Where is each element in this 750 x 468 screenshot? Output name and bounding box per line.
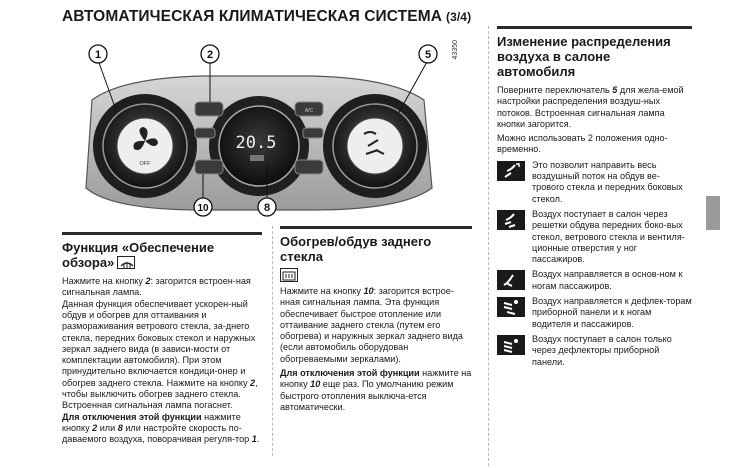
page-number: (3/4) <box>446 10 472 24</box>
chapter-tab <box>706 196 720 230</box>
svg-text:10: 10 <box>197 203 209 214</box>
button-recirc <box>295 160 323 174</box>
section-heading: Функция «Обеспечение обзора» <box>62 240 215 270</box>
svg-text:OFF: OFF <box>139 161 151 167</box>
paragraph: Для отключения этой функции нажмите на кнопку 10 еще раз. По умолчанию режим быстрого отопления выключа-ется автоматически. <box>280 368 472 412</box>
paragraph: Данная функция обеспечивает ускорен-ный обдув и обогрев для оттаивания и размораживания ветрового стекла, за-днего стекла, передних боковых стекол и наружных зеркал заднего вида (в зависи-мости от комплектации автомобиля). При этом принудительно включается кондици-онер и обогрев заднего стекла. Нажмите на кнопку 2, чтобы выключить обогрев заднего стекла. Встроенная сигнальная лампа погаснет. <box>62 298 258 411</box>
defrost-max-icon <box>117 256 135 269</box>
fan-speed-knob <box>93 94 197 198</box>
svg-text:8: 8 <box>263 202 271 214</box>
paragraph: Можно использовать 2 положения одно-временно. <box>497 133 668 155</box>
section-rule <box>280 226 472 229</box>
temperature-display <box>209 96 309 196</box>
svg-text:A/C: A/C <box>304 108 314 114</box>
list-item: Воздух поступает в салон через решетки обдува передних боко-вых стекол, ветрового стекла и вентиля-ционные отверстия у ног пассажиров. <box>497 209 692 265</box>
column-divider <box>272 226 273 456</box>
button-10 <box>195 160 223 174</box>
paragraph: Для отключения этой функции нажмите кнопку 2 или 8 или настройте скорость по-даваемого воздуха, поворачивая регуля-тор 1. <box>62 411 260 445</box>
list-item: Воздух направляется к дефлек-торам приборной панели и к ногам водителя и пассажиров. <box>497 296 692 330</box>
section-visibility-function <box>62 232 262 446</box>
section-air-distribution <box>497 26 692 368</box>
page-title: АВТОМАТИЧЕСКАЯ КЛИМАТИЧЕСКАЯ СИСТЕМА (3/4) <box>62 8 472 25</box>
rear-defrost-icon <box>280 268 298 282</box>
section-rule <box>62 232 262 235</box>
paragraph: Нажмите на кнопку 10: загорится встрое-нная сигнальная лампа. Эта функция обеспечивает быстрое отопление или оттаивание заднего стекла (путем его обогрева) и наружных зеркал заднего вида (если автомобиль оборудован обогреваемыми зеркалами). <box>280 286 463 364</box>
list-item: Это позволит направить весь воздушный поток на обдув ве-трового стекла и передних боковых стекол. <box>497 160 692 205</box>
button-2 <box>195 102 223 116</box>
air-distribution-knob <box>323 94 427 198</box>
svg-text:1: 1 <box>94 49 102 61</box>
list-item: Воздух направляется в основ-ном к ногам пассажиров. <box>497 269 692 292</box>
air-windshield-side-icon <box>497 161 525 181</box>
air-vents-windshield-icon <box>497 210 525 230</box>
air-dash-icon <box>497 335 525 355</box>
figure-code: 43350 <box>452 40 459 60</box>
svg-text:20.5: 20.5 <box>235 133 277 153</box>
climate-panel-figure <box>62 38 448 220</box>
paragraph: Нажмите на кнопку 2: загорится встроен-ная сигнальная лампа. <box>62 276 251 298</box>
list-item: Воздух поступает в салон только через дефлекторы приборной панели. <box>497 334 692 368</box>
section-rear-defrost <box>280 226 472 413</box>
air-dash-feet-icon <box>497 297 525 317</box>
climate-panel-illustration <box>62 38 448 220</box>
svg-text:2: 2 <box>206 49 214 61</box>
svg-text:5: 5 <box>424 49 432 61</box>
paragraph: Поверните переключатель 5 для жела-емой настройки распределения воздуш-ных потоков. Встроенная сигнальная лампа кнопки загорится. <box>497 85 684 129</box>
air-feet-icon <box>497 270 525 290</box>
section-heading: Обогрев/обдув заднего стекла <box>280 234 432 264</box>
section-rule <box>497 26 692 29</box>
column-divider-right <box>488 26 489 466</box>
section-heading: Изменение распределения воздуха в салоне автомобиля <box>497 34 671 79</box>
